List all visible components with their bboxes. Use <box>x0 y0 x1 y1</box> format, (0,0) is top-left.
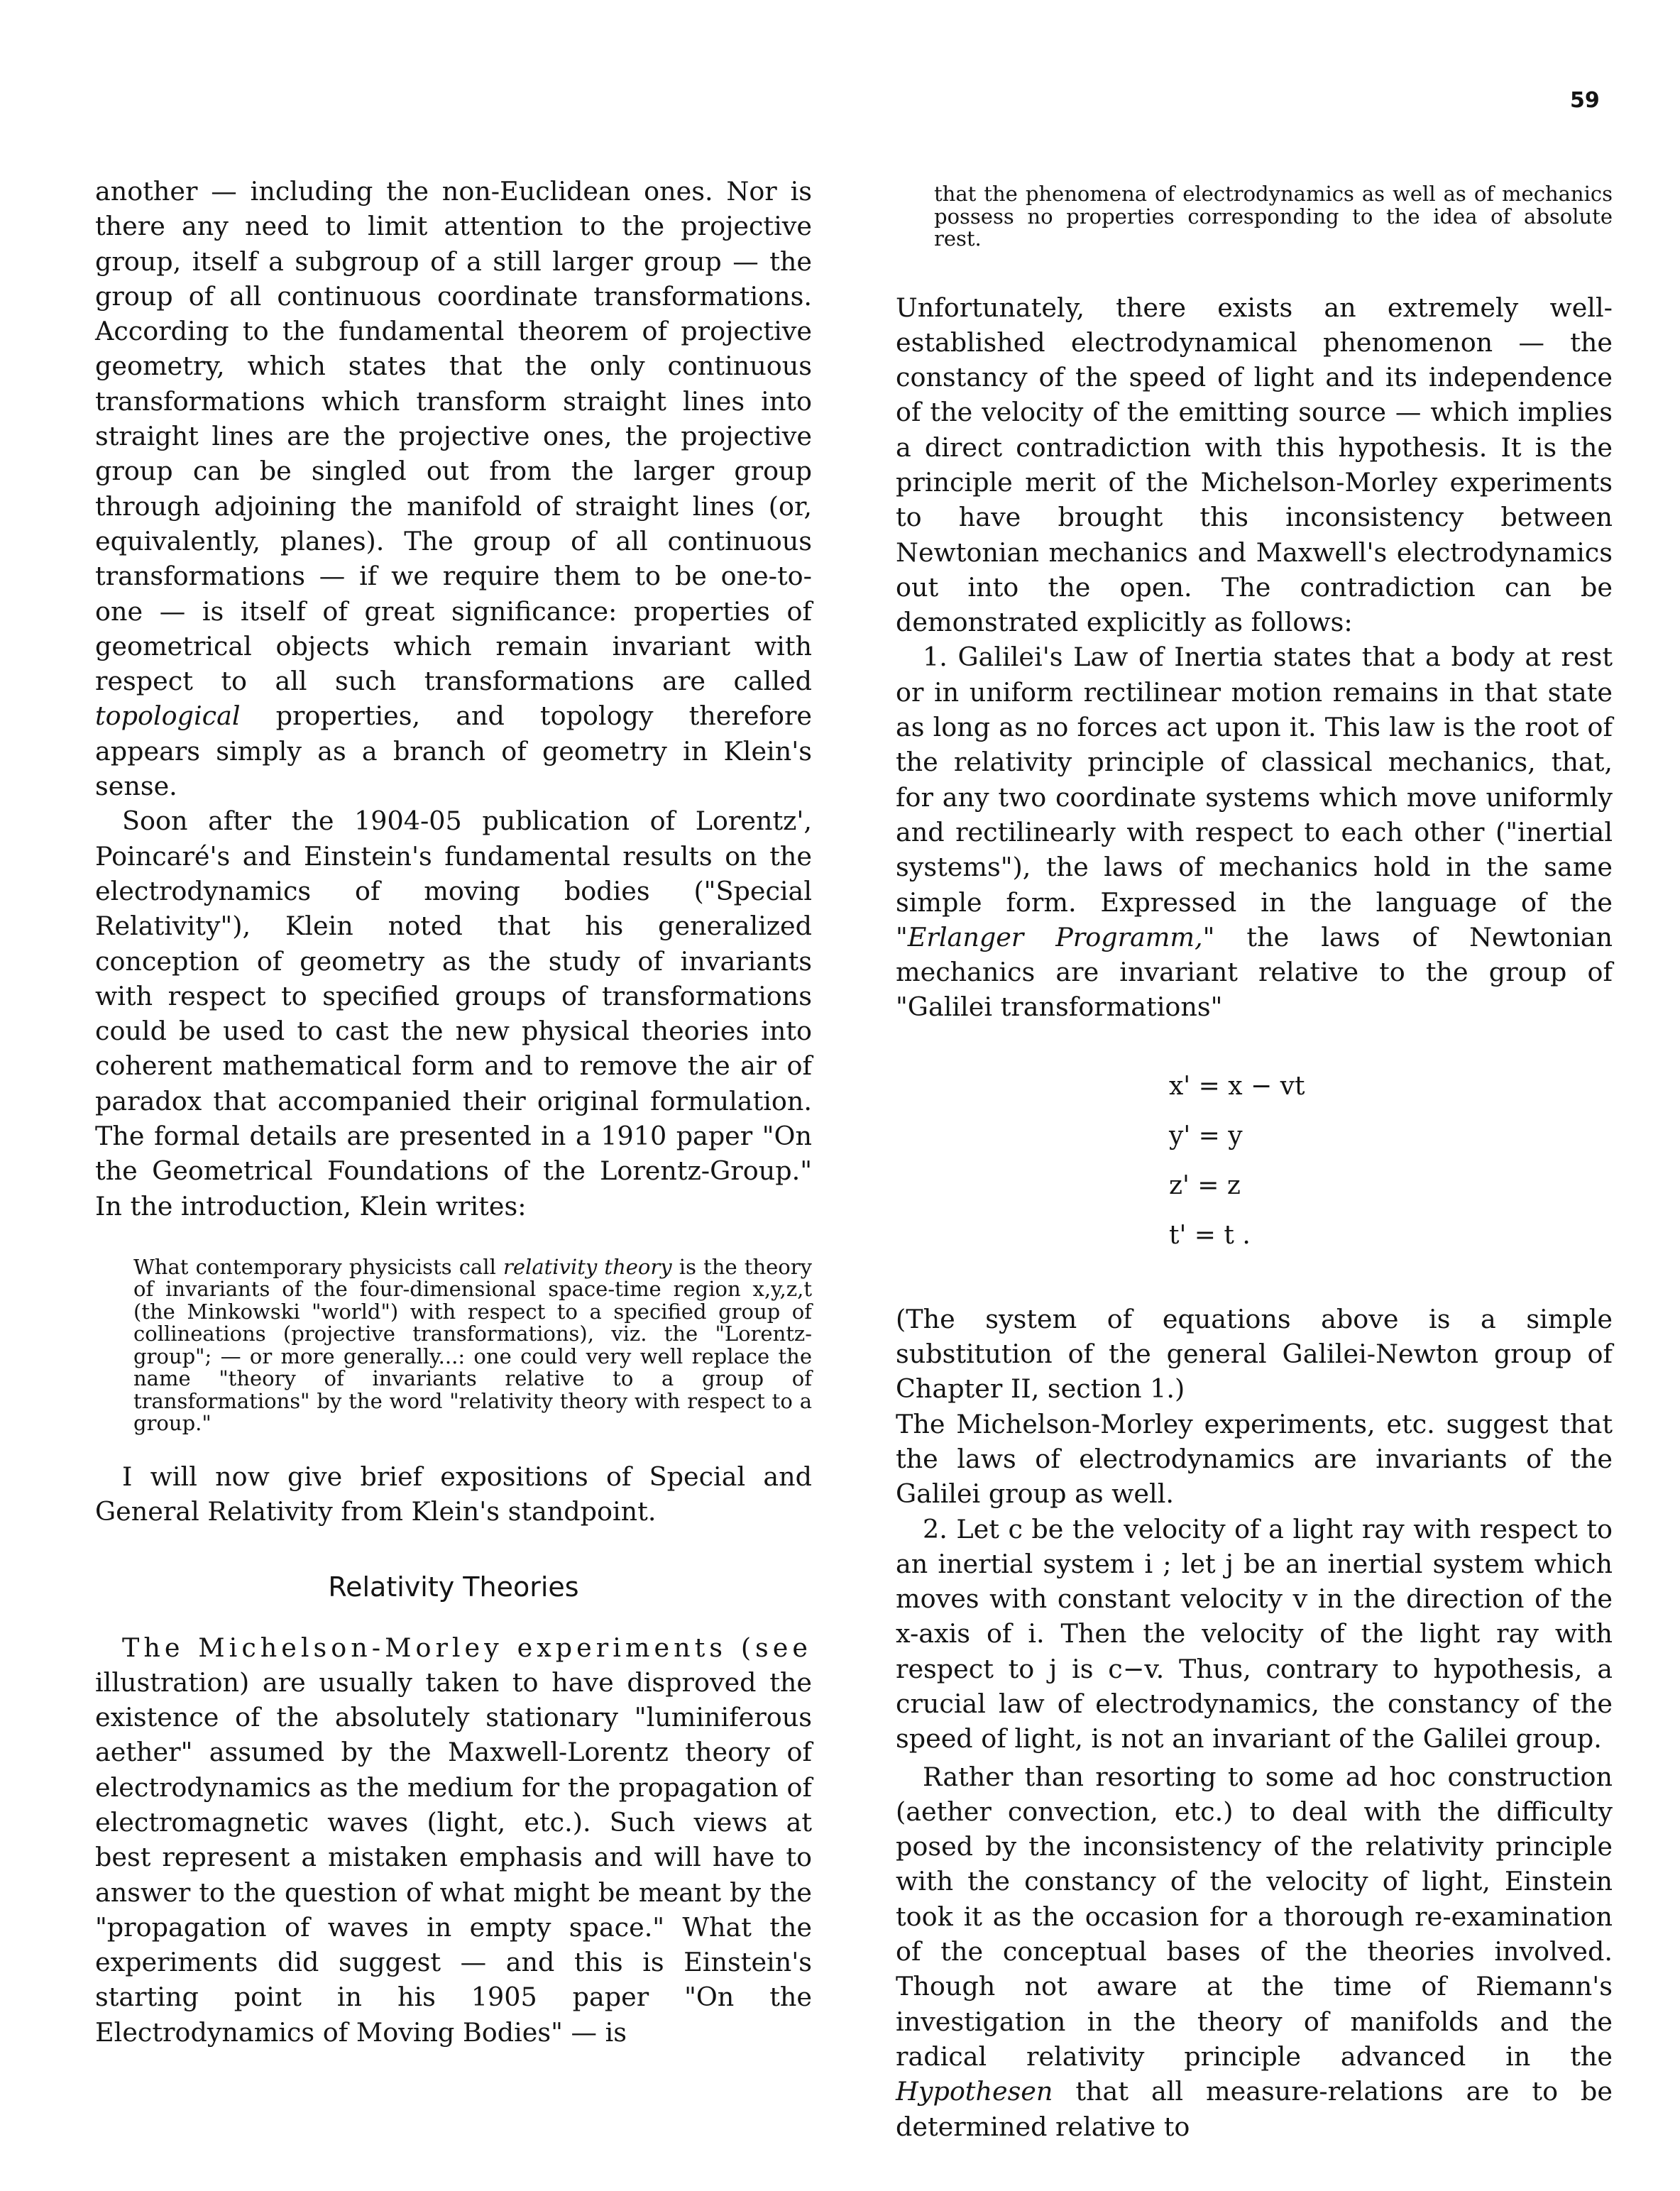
quote-text: is the theory of invariants of the four-dimensional space-time region x,y,z,t (the Minkowski "world") with respect to a specified group of collineations (projective transformations), viz. the "Lorentz-group"; — or more generally...: one could very well replace the name "theory of invariants relative to a group of transformations" by the word "relativity theory with respect to a group." <box>133 1254 812 1436</box>
paragraph <box>896 1759 1613 2144</box>
italic-term: Hypothesen <box>896 2076 1053 2107</box>
page-number: 59 <box>1570 88 1600 113</box>
paragraph-text: Rather than resorting to some ad hoc construction (aether convection, etc.) to deal with the difficulty posed by the inconsistency of the relativity principle with the constancy of the velocity of light, Einstein took it as the occasion for a thorough re-examination of the conceptual bases of the theories involved. Though not aware at the time of Riemann's investigation in the theory of manifolds and the radical relativity principle advanced in the <box>896 1761 1613 2072</box>
paragraph: The Michelson-Morley experiments, etc. suggest that the laws of electrodynamics are invariants of the Galilei group as well. <box>896 1408 1613 1510</box>
paragraph <box>896 639 1613 1024</box>
paragraph: Unfortunately, there exists an extremely well-established electrodynamical phenomenon — the constancy of the speed of light and its independence of the velocity of the emitting source — which implies a direct contradiction with this hypothesis. It is the principle merit of the Michelson-Morley experiments to have brought this inconsistency between Newtonian mechanics and Maxwell's electrodynamics out into the open. The contradiction can be demonstrated explicitly as follows: <box>896 292 1613 638</box>
italic-term: relativity theory <box>503 1254 672 1279</box>
paragraph: (The system of equations above is a simple substitution of the general Galilei-Newton group of Chapter II, section 1.) <box>896 1303 1613 1405</box>
paragraph-text: 1. Galilei's Law of Inertia states that a body at rest or in uniform rectilinear motion remains in that state as long as no forces act upon it. This law is the root of the relativity principle of classical mechanics, that, for any two coordinate systems which move uniformly and rectilinearly with respect to each other ("inertial systems"), the laws of mechanics hold in the same simple form. Expressed in the language of the <box>896 642 1613 918</box>
left-column <box>95 174 812 2050</box>
right-column <box>896 183 1613 2144</box>
italic-term: topological <box>95 701 241 732</box>
equation: t' = t . <box>1169 1220 1251 1250</box>
paragraph: Soon after the 1904-05 publication of Lorentz', Poincaré's and Einstein's fundamental results on the electrodynamics of moving bodies ("Special Relativity"), Klein noted that his generalized conception of geometry as the study of invariants with respect to specified groups of transformations could be used to cast the new physical theories into coherent mathematical form and to remove the air of paradox that accompanied their original formulation. The formal details are presented in a 1910 paper "On the Geometrical Foundations of the Lorentz-Group." In the introduction, Klein writes: <box>95 806 812 1221</box>
block-quote: that the phenomena of electrodynamics as well as of mechanics possess no properties corresponding to the idea of absolute rest. <box>934 182 1613 251</box>
quote-text: What contemporary physicists call <box>133 1254 504 1279</box>
paragraph-text: the laws of Newtonian mechanics are invariant relative to the group of "Galilei transformations" <box>896 921 1613 1023</box>
paragraph <box>95 174 812 803</box>
equation: y' = y <box>1169 1121 1243 1151</box>
equation: x' = x − vt <box>1169 1071 1305 1101</box>
paragraph-text: illustration) are usually taken to have disproved the existence of the absolutely stationary "luminiferous aether" assumed by the Maxwell-Lorentz theory of electrodynamics as the medium for the propagation of electromagnetic waves (light, etc.). Such views at best represent a mistaken emphasis and will have to answer to the question of what might be meant by the "propagation of waves in empty space." What the experiments did suggest — and this is Einstein's starting point in his 1905 paper "On the Electrodynamics of Moving Bodies" — is <box>95 1666 812 2048</box>
section-heading: Relativity Theories <box>328 1571 579 1603</box>
equation-block <box>1169 1062 1318 1261</box>
paragraph-text: that all measure-relations are to be determined relative to <box>896 2076 1613 2142</box>
paragraph-text: another — including the non-Euclidean ones. Nor is there any need to limit attention to the projective group, itself a subgroup of a still larger group — the group of all continuous coordinate transformations. According to the fundamental theorem of projective geometry, which states that the only continuous transformations which transform straight lines into straight lines are the projective ones, the projective group can be singled out from the larger group through adjoining the manifold of straight lines (or, equivalently, planes). The group of all continuous transformations — if we require them to be one-to-one — is itself of great significance: properties of geometrical objects which remain invariant with respect to all such transformations are called <box>95 176 812 697</box>
equation: z' = z <box>1169 1170 1241 1200</box>
italic-term: "Erlanger Programm," <box>896 921 1215 952</box>
paragraph: I will now give brief expositions of Special and General Relativity from Klein's standpoint. <box>95 1461 812 1527</box>
paragraph: 2. Let c be the velocity of a light ray with respect to an inertial system i ; let j be an inertial system which moves with constant velocity v in the direction of the x-axis of i. Then the velocity of the light ray with respect to j is c−v. Thus, contrary to hypothesis, a crucial law of electrodynamics, the constancy of the speed of light, is not an invariant of the Galilei group. <box>896 1513 1613 1755</box>
paragraph-lead: The Michelson-Morley experiments (see <box>122 1632 812 1663</box>
paragraph-text: properties, and topology therefore appears simply as a branch of geometry in Klein's sense. <box>95 701 812 802</box>
block-quote <box>95 1256 812 1435</box>
paragraph <box>95 1630 812 2050</box>
